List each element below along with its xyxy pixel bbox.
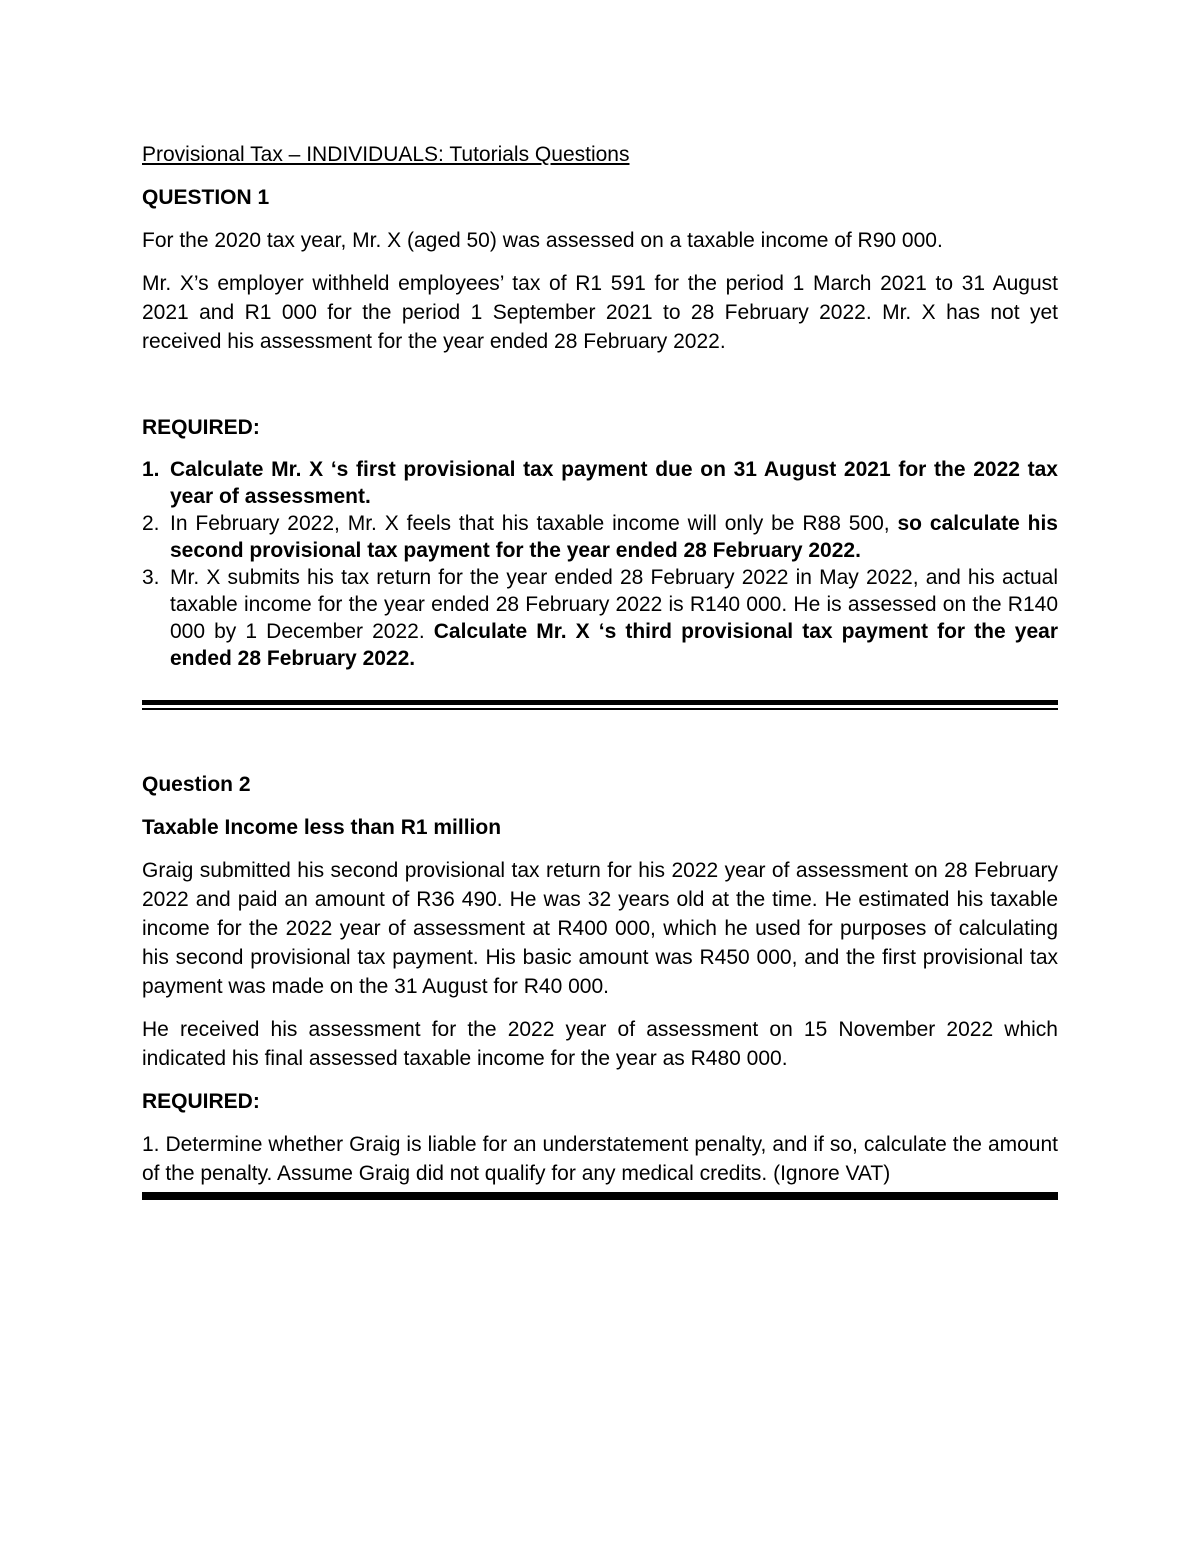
question-1-heading: QUESTION 1: [142, 186, 270, 209]
question-2-required-label: REQUIRED:: [142, 1090, 260, 1113]
bottom-divider: [142, 1192, 1058, 1200]
question-2-paragraph-1: Graig submitted his second provisional tax return for his 2022 year of assessment on 28 February 2022 and paid an amount of R36 490. He was 32 years old at the time. He estimated his taxable income for the 2022 year of assessment at R400 000, which he used for purposes of calculating his second provisional tax payment. His basic amount was R450 000, and the first provisional tax payment was made on the 31 August for R40 000.: [142, 859, 1058, 998]
list-item-number: 3.: [142, 566, 160, 589]
list-item-bold-text: Calculate Mr. X ‘s third provisional tax payment for the year ended 28 February 2022.: [170, 620, 1058, 670]
question-2-heading: Question 2: [142, 773, 251, 796]
list-item-number: 1.: [142, 458, 160, 481]
list-item-bold-text: so calculate his second provisional tax payment for the year ended 28 February 2022.: [170, 512, 1058, 562]
double-divider: [142, 700, 1058, 710]
document-page: [142, 140, 1058, 1200]
question-2-subheading: Taxable Income less than R1 million: [142, 816, 502, 839]
question-1-required-label: REQUIRED:: [142, 416, 260, 439]
list-item-number: 2.: [142, 512, 160, 535]
question-1-paragraph-2: Mr. X’s employer withheld employees’ tax of R1 591 for the period 1 March 2021 to 31 August 2021 and R1 000 for the period 1 September 2021 to 28 February 2022. Mr. X has not yet received his assessment for the year ended 28 February 2022.: [142, 272, 1058, 353]
divider-thick-line: [142, 700, 1058, 705]
document-title: Provisional Tax – INDIVIDUALS: Tutorials Questions: [142, 143, 630, 166]
question-1-required-list: [142, 456, 1058, 672]
question-2-required-text: 1. Determine whether Graig is liable for an understatement penalty, and if so, calculate the amount of the penalty. Assume Graig did not qualify for any medical credits. (Ignore VAT): [142, 1133, 1058, 1185]
question-2-paragraph-2: He received his assessment for the 2022 year of assessment on 15 November 2022 which indicated his final assessed taxable income for the year as R480 000.: [142, 1018, 1058, 1070]
list-item-text: In February 2022, Mr. X feels that his taxable income will only be R88 500,: [170, 512, 898, 535]
question-1-paragraph-1: For the 2020 tax year, Mr. X (aged 50) was assessed on a taxable income of R90 000.: [142, 229, 943, 252]
divider-thin-line: [142, 708, 1058, 710]
list-item-bold-text: Calculate Mr. X ‘s first provisional tax payment due on 31 August 2021 for the 2022 tax year of assessment.: [170, 458, 1058, 508]
list-item: [142, 456, 1058, 510]
list-item-text: Mr. X submits his tax return for the year ended 28 February 2022 in May 2022, and his actual taxable income for the year ended 28 February 2022 is R140 000. He is assessed on the R140 000 by 1 December 2022.: [170, 566, 1058, 643]
list-item: [142, 510, 1058, 564]
list-item: [142, 564, 1058, 672]
spacer: [142, 356, 1058, 413]
